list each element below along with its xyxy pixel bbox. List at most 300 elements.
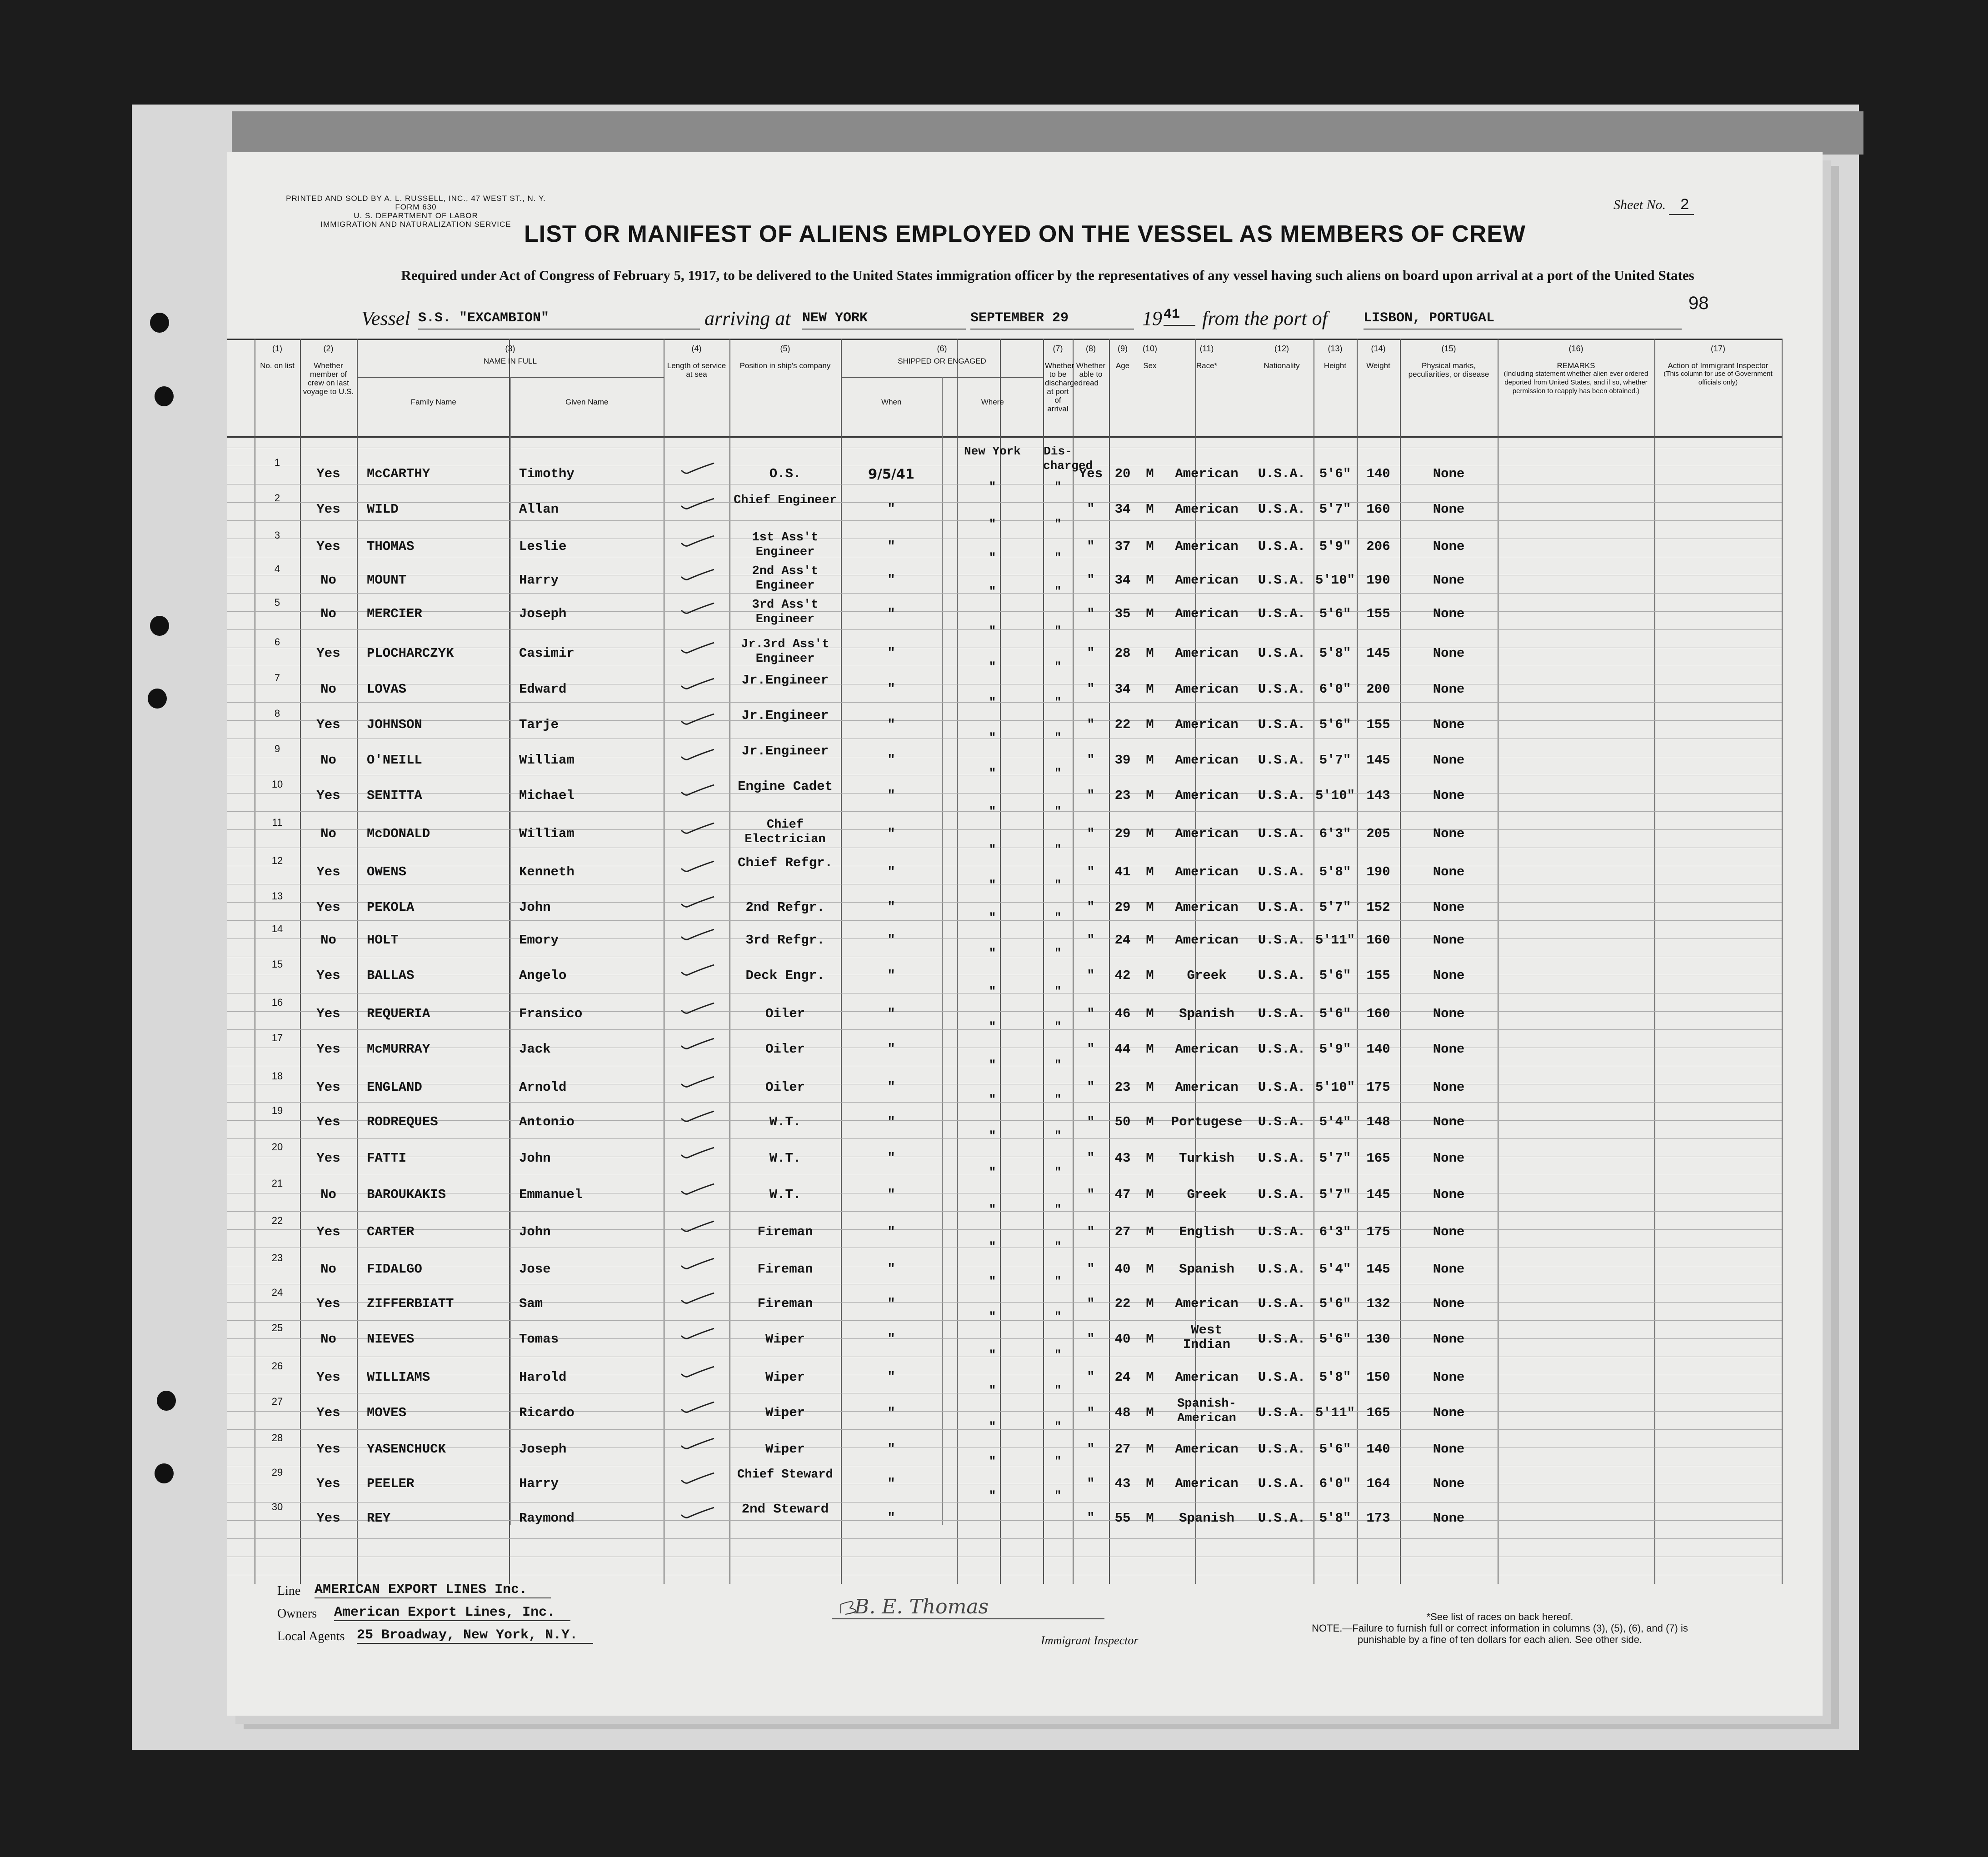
cell-when: " (887, 1262, 895, 1277)
cell-sex: M (1146, 717, 1154, 732)
punch-hole (148, 689, 167, 709)
cell-sex: M (1146, 1080, 1154, 1095)
cell-sex: M (1146, 826, 1154, 841)
punch-hole (150, 616, 169, 636)
cell-prev: No (320, 933, 336, 948)
cell-race: Greek (1187, 1187, 1227, 1202)
cell-marks: None (1433, 1296, 1465, 1311)
cell-weight: 175 (1366, 1080, 1390, 1095)
cell-age: 24 (1114, 933, 1131, 948)
cell-sex: M (1146, 1151, 1154, 1166)
inspector-signature (832, 1586, 1104, 1622)
cell-race: American (1175, 1080, 1239, 1095)
cell-marks: None (1433, 606, 1465, 621)
tick-mark (679, 1366, 716, 1379)
cell-prev: Yes (316, 1042, 340, 1057)
cell-race: American (1175, 606, 1239, 621)
tick-mark (679, 462, 716, 476)
cell-position: Engine Cadet (738, 779, 833, 794)
cell-weight: 160 (1366, 502, 1390, 517)
row-number: 18 (271, 1070, 283, 1082)
cell-where: " (989, 1058, 996, 1072)
cell-read: " (1087, 933, 1095, 948)
cell-race: Spanish (1179, 1006, 1234, 1021)
cell-height: 5'4" (1319, 1262, 1351, 1277)
cell-age: 47 (1114, 1187, 1131, 1202)
cell-nationality: U.S.A. (1258, 717, 1306, 732)
cell-age: 20 (1114, 466, 1131, 481)
cell-position: 1st Ass't Engineer (752, 531, 819, 559)
cell-prev: Yes (316, 900, 340, 915)
cell-marks: None (1433, 466, 1465, 481)
cell-weight: 205 (1366, 826, 1390, 841)
cell-position: Fireman (757, 1224, 813, 1239)
cell-prev: Yes (316, 1080, 340, 1095)
cell-position: Fireman (757, 1296, 813, 1311)
cell-read: " (1087, 1511, 1095, 1526)
cell-height: 5'6" (1319, 968, 1351, 983)
cell-sex: M (1146, 1405, 1154, 1420)
cell-prev: Yes (316, 864, 340, 879)
print-credit: PRINTED AND SOLD BY A. L. RUSSELL, INC., 47 WEST ST., N. Y. FORM 630 U. S. DEPARTMENT OF LABOR IMMIGRATION AND NATURALIZATION SERVICE (286, 194, 546, 229)
row-number: 22 (271, 1215, 283, 1226)
tick-mark (679, 569, 716, 582)
row-number: 8 (274, 708, 280, 719)
column-header: Age (1115, 361, 1130, 370)
cell-when: " (887, 1151, 895, 1166)
column-number: (7) (1053, 344, 1063, 353)
tick-mark (679, 749, 716, 762)
cell-marks: None (1433, 1042, 1465, 1057)
row-number: 29 (271, 1467, 283, 1478)
cell-discharged: " (1054, 1454, 1062, 1468)
cell-sex: M (1146, 1114, 1154, 1129)
cell-when: " (887, 539, 895, 554)
punch-hole (155, 1463, 174, 1483)
cell-sex: M (1146, 646, 1154, 661)
cell-given: Harry (519, 573, 559, 588)
tick-mark (679, 713, 716, 727)
form-subtitle: Required under Act of Congress of February 5, 1917, to be delivered to the United States immigration officer by the representatives of any vessel having such aliens on board upon arrival at a port of the United States (401, 267, 1694, 283)
cell-race: Greek (1187, 968, 1227, 983)
cell-when: " (887, 1476, 895, 1491)
cell-family: McCARTHY (367, 466, 430, 481)
vessel-name: S.S. "EXCAMBION" (418, 310, 700, 329)
cell-discharged: " (1054, 804, 1062, 818)
tick-mark (679, 1147, 716, 1160)
column-subheader: Family Name (410, 398, 456, 406)
cell-read: " (1087, 1114, 1095, 1129)
cell-weight: 206 (1366, 539, 1390, 554)
cell-discharged: " (1054, 1058, 1062, 1072)
owners: American Export Lines, Inc. (334, 1605, 570, 1621)
cell-nationality: U.S.A. (1258, 1332, 1306, 1347)
cell-sex: M (1146, 502, 1154, 517)
tick-mark (679, 896, 716, 909)
cell-height: 5'7" (1319, 900, 1351, 915)
cell-when: " (887, 864, 895, 879)
column-subheader: When (881, 398, 902, 406)
cell-race: American (1175, 539, 1239, 554)
column-number: (9) (1118, 344, 1128, 353)
cell-height: 5'6" (1319, 466, 1351, 481)
cell-when: " (887, 1114, 895, 1129)
cell-family: THOMAS (367, 539, 415, 554)
cell-weight: 148 (1366, 1114, 1390, 1129)
cell-read: " (1087, 717, 1095, 732)
cell-nationality: U.S.A. (1258, 1080, 1306, 1095)
cell-read: Yes (1079, 466, 1103, 481)
row-number: 17 (271, 1032, 283, 1043)
cell-age: 34 (1114, 682, 1131, 697)
manifest-sheet (227, 152, 1823, 1716)
cell-nationality: U.S.A. (1258, 753, 1306, 768)
cell-when: " (887, 646, 895, 661)
cell-marks: None (1433, 717, 1465, 732)
cell-age: 28 (1114, 646, 1131, 661)
cell-height: 5'9" (1319, 539, 1351, 554)
row-number: 2 (274, 492, 280, 504)
cell-weight: 132 (1366, 1296, 1390, 1311)
cell-where: " (989, 1348, 996, 1362)
column-header: Length of service at sea (667, 361, 726, 379)
cell-position: Fireman (757, 1262, 813, 1277)
cell-weight: 160 (1366, 933, 1390, 948)
cell-read: " (1087, 646, 1095, 661)
cell-read: " (1087, 1442, 1095, 1457)
cell-when: " (887, 900, 895, 915)
cell-when: " (887, 788, 895, 803)
cell-nationality: U.S.A. (1258, 1476, 1306, 1491)
cell-given: William (519, 753, 574, 768)
cell-discharged: " (1054, 1348, 1062, 1362)
cell-where: " (989, 946, 996, 960)
cell-position: Wiper (765, 1332, 805, 1347)
arrival-year: 41 (1164, 307, 1195, 326)
cell-weight: 130 (1366, 1332, 1390, 1347)
cell-family: HOLT (367, 933, 399, 948)
cell-age: 40 (1114, 1262, 1131, 1277)
cell-nationality: U.S.A. (1258, 466, 1306, 481)
cell-nationality: U.S.A. (1258, 682, 1306, 697)
cell-read: " (1087, 573, 1095, 588)
cell-discharged: Dis-charged (1043, 444, 1093, 473)
cell-weight: 140 (1366, 466, 1390, 481)
cell-family: WILLIAMS (367, 1370, 430, 1385)
cell-when: " (887, 502, 895, 517)
cell-when: " (887, 933, 895, 948)
cell-weight: 160 (1366, 1006, 1390, 1021)
cell-race: American (1175, 753, 1239, 768)
cell-given: Timothy (519, 466, 574, 481)
cell-marks: None (1433, 1370, 1465, 1385)
cell-sex: M (1146, 1042, 1154, 1057)
cell-sex: M (1146, 539, 1154, 554)
row-number: 24 (271, 1287, 283, 1298)
column-header: NAME IN FULL (483, 357, 537, 365)
cell-discharged: " (1054, 584, 1062, 598)
form-note: *See list of races on back hereof. NOTE.—Failure to furnish full or correct information in columns (3), (5), (6), and (7) is punishable by a fine of ten dollars for each alien. See other side. (1312, 1611, 1688, 1645)
cell-where: " (989, 1383, 996, 1397)
tick-mark (679, 964, 716, 978)
cell-where: " (989, 1165, 996, 1179)
tick-mark (679, 1183, 716, 1197)
cell-when: " (887, 968, 895, 983)
cell-read: " (1087, 900, 1095, 915)
cell-sex: M (1146, 1511, 1154, 1526)
cell-weight: 190 (1366, 573, 1390, 588)
cell-marks: None (1433, 1080, 1465, 1095)
cell-where: " (989, 584, 996, 598)
cell-read: " (1087, 864, 1095, 879)
tick-mark (679, 1258, 716, 1271)
cell-family: MOVES (367, 1405, 407, 1420)
row-number: 10 (271, 779, 283, 790)
column-number: (13) (1328, 344, 1343, 353)
cell-nationality: U.S.A. (1258, 1262, 1306, 1277)
column-subheader: Where (981, 398, 1004, 406)
cell-prev: Yes (316, 1224, 340, 1239)
cell-read: " (1087, 753, 1095, 768)
cell-prev: Yes (316, 1511, 340, 1526)
tick-mark (679, 860, 716, 874)
cell-weight: 140 (1366, 1442, 1390, 1457)
cell-weight: 200 (1366, 682, 1390, 697)
column-subheader: Given Name (565, 398, 609, 406)
cell-race: American (1175, 864, 1239, 879)
cell-position: Deck Engr. (745, 968, 825, 983)
cell-where: " (989, 1129, 996, 1143)
cell-read: " (1087, 1405, 1095, 1420)
cell-given: Fransico (519, 1006, 583, 1021)
cell-position: Oiler (765, 1006, 805, 1021)
cell-marks: None (1433, 573, 1465, 588)
cell-weight: 173 (1366, 1511, 1390, 1526)
tick-mark (679, 1472, 716, 1486)
cell-where: " (989, 731, 996, 744)
cell-given: Joseph (519, 606, 567, 621)
tick-mark (679, 1002, 716, 1016)
cell-family: WILD (367, 502, 399, 517)
cell-where: " (989, 1203, 996, 1216)
cell-nationality: U.S.A. (1258, 1042, 1306, 1057)
cell-given: Emmanuel (519, 1187, 583, 1202)
cell-given: Allan (519, 502, 559, 517)
sheet-number: Sheet No. 2 (1613, 197, 1694, 214)
cell-height: 5'6" (1319, 1442, 1351, 1457)
cell-family: MOUNT (367, 573, 407, 588)
cell-height: 5'8" (1319, 646, 1351, 661)
cell-height: 5'8" (1319, 1370, 1351, 1385)
cell-weight: 140 (1366, 1042, 1390, 1057)
cell-read: " (1087, 1080, 1095, 1095)
cell-read: " (1087, 826, 1095, 841)
cell-read: " (1087, 788, 1095, 803)
cell-sex: M (1146, 933, 1154, 948)
cell-given: John (519, 900, 551, 915)
cell-family: BALLAS (367, 968, 415, 983)
cell-sex: M (1146, 466, 1154, 481)
departure-port: LISBON, PORTUGAL (1364, 310, 1682, 329)
cell-marks: None (1433, 539, 1465, 554)
cell-discharged: " (1054, 984, 1062, 998)
cell-discharged: " (1054, 878, 1062, 892)
row-number: 6 (274, 636, 280, 648)
cell-where: " (989, 624, 996, 638)
cell-where: " (989, 1454, 996, 1468)
cell-position: Jr.Engineer (741, 708, 829, 723)
cell-height: 5'11" (1315, 933, 1355, 948)
cell-given: Sam (519, 1296, 543, 1311)
cell-family: FIDALGO (367, 1262, 422, 1277)
column-header: REMARKS (1557, 361, 1595, 370)
cell-given: Kenneth (519, 864, 574, 879)
cell-nationality: U.S.A. (1258, 900, 1306, 915)
cell-weight: 145 (1366, 1187, 1390, 1202)
row-number: 15 (271, 958, 283, 970)
cell-height: 5'4" (1319, 1114, 1351, 1129)
cell-discharged: " (1054, 1383, 1062, 1397)
form-title: LIST OR MANIFEST OF ALIENS EMPLOYED ON THE VESSEL AS MEMBERS OF CREW (524, 221, 1526, 247)
cell-read: " (1087, 539, 1095, 554)
cell-race: American (1175, 1042, 1239, 1057)
inspector-label: Immigrant Inspector (1041, 1634, 1139, 1647)
cell-nationality: U.S.A. (1258, 502, 1306, 517)
cell-nationality: U.S.A. (1258, 864, 1306, 879)
cell-discharged: " (1054, 911, 1062, 924)
cell-weight: 164 (1366, 1476, 1390, 1491)
cell-prev: Yes (316, 1405, 340, 1420)
cell-age: 34 (1114, 502, 1131, 517)
cell-family: JOHNSON (367, 717, 422, 732)
column-header: Sex (1143, 361, 1157, 370)
cell-position: Chief Steward (737, 1468, 833, 1482)
cell-given: Harold (519, 1370, 567, 1385)
cell-prev: Yes (316, 1296, 340, 1311)
row-number: 3 (274, 529, 280, 541)
cell-prev: Yes (316, 466, 340, 481)
cell-prev: No (320, 826, 336, 841)
row-number: 23 (271, 1252, 283, 1263)
tick-mark (679, 928, 716, 942)
column-number: (10) (1142, 344, 1157, 353)
cell-age: 22 (1114, 717, 1131, 732)
cell-race: American (1175, 826, 1239, 841)
cell-height: 5'11" (1315, 1405, 1355, 1420)
cell-race: American (1175, 900, 1239, 915)
cell-sex: M (1146, 968, 1154, 983)
row-rule (227, 1538, 1782, 1539)
cell-prev: Yes (316, 1151, 340, 1166)
cell-when: " (887, 1511, 895, 1526)
punch-hole (150, 313, 169, 333)
cell-read: " (1087, 502, 1095, 517)
cell-sex: M (1146, 1262, 1154, 1277)
cell-where: " (989, 480, 996, 494)
cell-prev: Yes (316, 646, 340, 661)
footer: Line AMERICAN EXPORT LINES Inc. Owners American Export Lines, Inc. Local Agents 25 Broadway, New York, N.Y. B. E. Thomas Immigrant Inspector *See list of races on back hereof. NOTE.—Failure to furnish full or correct information in columns (3), (5), (6), and (7) is punishable by a fine of ten dollars for each alien. See other side. (277, 1584, 1777, 1675)
cell-nationality: U.S.A. (1258, 1151, 1306, 1166)
column-number: (12) (1274, 344, 1289, 353)
column-number: (6) (937, 344, 947, 353)
cell-weight: 155 (1366, 606, 1390, 621)
cell-weight: 175 (1366, 1224, 1390, 1239)
row-number: 9 (274, 743, 280, 754)
cell-height: 5'8" (1319, 864, 1351, 879)
cell-height: 5'7" (1319, 1187, 1351, 1202)
cell-given: Casimir (519, 646, 574, 661)
cell-where: " (989, 517, 996, 531)
sheet-number-value: 2 (1669, 197, 1693, 215)
cell-family: FATTI (367, 1151, 407, 1166)
cell-marks: None (1433, 1224, 1465, 1239)
column-header: Nationality (1264, 361, 1300, 370)
row-number: 11 (272, 817, 283, 828)
cell-age: 37 (1114, 539, 1131, 554)
column-header: Physical marks, peculiarities, or disease (1408, 361, 1489, 379)
cell-discharged: " (1054, 517, 1062, 531)
cell-sex: M (1146, 788, 1154, 803)
cell-weight: 143 (1366, 788, 1390, 803)
cell-given: Emory (519, 933, 559, 948)
column-header-note: (Including statement whether alien ever ordered deported from United States, and if so, whether permission to reapply has been obtained.) (1503, 370, 1648, 395)
cell-race: American (1175, 1442, 1239, 1457)
cell-race: American (1175, 1476, 1239, 1491)
cell-marks: None (1433, 753, 1465, 768)
cell-nationality: U.S.A. (1258, 1405, 1306, 1420)
cell-marks: None (1433, 1332, 1465, 1347)
cell-position: Oiler (765, 1080, 805, 1095)
cell-family: ENGLAND (367, 1080, 422, 1095)
cell-when: " (887, 1006, 895, 1021)
cell-sex: M (1146, 1187, 1154, 1202)
cell-position: 3rd Ass't Engineer (752, 598, 819, 626)
column-header: Weight (1366, 361, 1390, 370)
cell-height: 5'6" (1319, 717, 1351, 732)
row-number: 21 (271, 1178, 283, 1189)
cell-nationality: U.S.A. (1258, 968, 1306, 983)
cell-where: " (989, 843, 996, 856)
cell-where: " (989, 804, 996, 818)
punch-hole (155, 386, 174, 406)
table-row (227, 1489, 1782, 1538)
cell-family: O'NEILL (367, 753, 422, 768)
tick-mark (679, 822, 716, 836)
column-number: (17) (1710, 344, 1725, 353)
column-header: Race* (1196, 361, 1218, 370)
cell-family: REQUERIA (367, 1006, 430, 1021)
cell-family: BAROUKAKIS (367, 1187, 446, 1202)
cell-position: 2nd Refgr. (745, 900, 825, 915)
row-number: 13 (271, 890, 283, 902)
cell-given: Tarje (519, 717, 559, 732)
cell-prev: Yes (316, 539, 340, 554)
cell-prev: Yes (316, 968, 340, 983)
cell-discharged: " (1054, 1020, 1062, 1033)
cell-read: " (1087, 1262, 1095, 1277)
cell-given: Antonio (519, 1114, 574, 1129)
cell-prev: Yes (316, 1370, 340, 1385)
cell-read: " (1087, 1042, 1095, 1057)
cell-read: " (1087, 1006, 1095, 1021)
cell-sex: M (1146, 1442, 1154, 1457)
cell-when: " (887, 826, 895, 841)
row-number: 20 (271, 1141, 283, 1153)
cell-family: LOVAS (367, 682, 407, 697)
cell-where: " (989, 911, 996, 924)
cell-discharged: " (1054, 1165, 1062, 1179)
cell-when: " (887, 682, 895, 697)
